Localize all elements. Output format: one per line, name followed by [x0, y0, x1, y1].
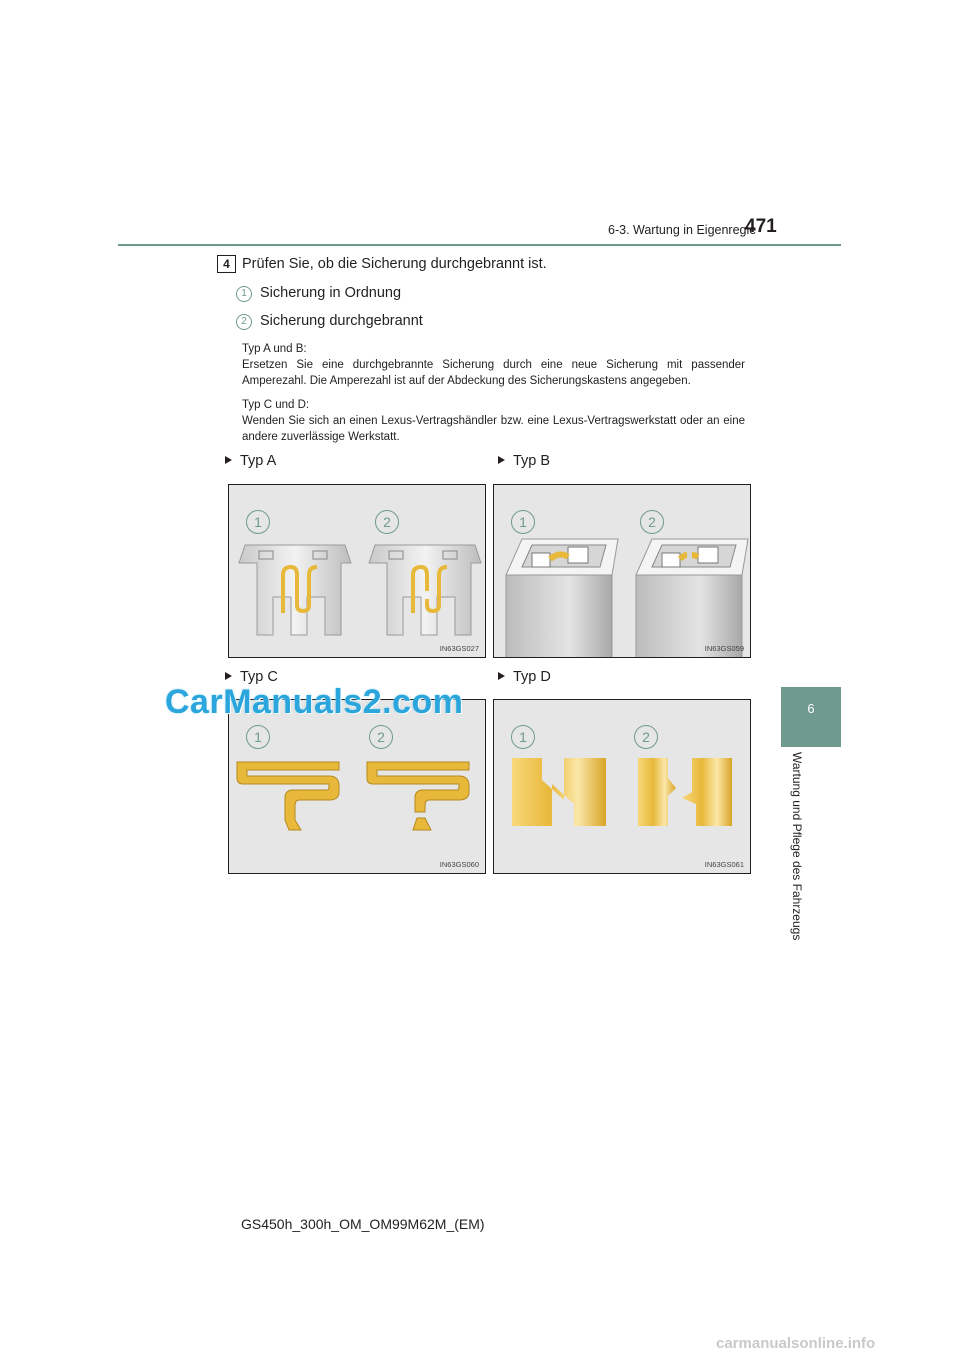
callout-1: 1 [511, 510, 535, 534]
note-type-cd [242, 397, 745, 445]
item-fuse-blown: Sicherung durchgebrannt [260, 313, 423, 329]
figure-label-typ-b: Typ B [498, 453, 550, 469]
note-text: Ersetzen Sie eine durchgebrannte Sicherung durch eine neue Sicherung mit passender Amperezahl. Die Amperezahl ist auf der Abdeckung des Sicherungskastens angegeben. [242, 359, 745, 387]
fuse-blown [367, 762, 469, 830]
watermark-text: CarManuals2.com [165, 683, 464, 721]
header-section-title: 6-3. Wartung in Eigenregie [608, 223, 757, 237]
triangle-bullet-icon [225, 456, 232, 464]
fusible-link-illustration [229, 700, 485, 873]
fuse-blown [638, 758, 732, 826]
note-type-ab [242, 341, 745, 389]
callout-2: 2 [634, 725, 658, 749]
figure-typ-a [228, 484, 486, 658]
figure-code: IN63GS059 [704, 644, 744, 653]
chapter-title-vertical [782, 752, 840, 962]
figure-typ-d [493, 699, 751, 874]
step-instruction: Prüfen Sie, ob die Sicherung durchgebrannt ist. [242, 256, 547, 272]
footer-site-watermark: carmanualsonline.info [716, 1335, 876, 1352]
page-number: 471 [745, 216, 777, 237]
callout-2: 2 [375, 510, 399, 534]
note-text: Wenden Sie sich an einen Lexus-Vertragshändler bzw. eine Lexus-Vertragswerkstatt oder an eine andere zuverlässige Werkstatt. [242, 415, 745, 443]
fuse-ok [506, 539, 618, 657]
fuse-ok [239, 545, 351, 635]
triangle-bullet-icon [498, 672, 505, 680]
figure-code: IN63GS027 [439, 644, 479, 653]
figure-label-typ-c: Typ C [225, 669, 278, 685]
triangle-bullet-icon [498, 456, 505, 464]
figure-label-typ-d: Typ D [498, 669, 551, 685]
callout-2: 2 [369, 725, 393, 749]
header-divider [118, 244, 841, 246]
note-title: Typ C und D: [242, 399, 310, 411]
step-number-box: 4 [217, 255, 236, 273]
fuse-ok [237, 762, 339, 830]
note-title: Typ A und B: [242, 343, 307, 355]
fuse-ok [512, 758, 606, 826]
item-number-circle: 1 [236, 286, 252, 302]
fuse-blown [369, 545, 481, 635]
figure-label-typ-a: Typ A [225, 453, 276, 469]
callout-1: 1 [246, 725, 270, 749]
figure-typ-c [228, 699, 486, 874]
chapter-title: Wartung und Pflege des Fahrzeugs [790, 752, 804, 941]
item-number-circle: 2 [236, 314, 252, 330]
callout-2: 2 [640, 510, 664, 534]
footer-manual-code: GS450h_300h_OM_OM99M62M_(EM) [241, 1216, 485, 1232]
blade-fuse-illustration [229, 485, 485, 657]
fuse-blown [636, 539, 748, 657]
triangle-bullet-icon [225, 672, 232, 680]
callout-1: 1 [511, 725, 535, 749]
strip-fuse-illustration [494, 700, 750, 873]
item-fuse-ok: Sicherung in Ordnung [260, 285, 402, 301]
figure-typ-b [493, 484, 751, 658]
cartridge-fuse-illustration [494, 485, 750, 657]
chapter-tab: 6 [781, 687, 841, 747]
figure-code: IN63GS061 [704, 860, 744, 869]
figure-code: IN63GS060 [439, 860, 479, 869]
callout-1: 1 [246, 510, 270, 534]
